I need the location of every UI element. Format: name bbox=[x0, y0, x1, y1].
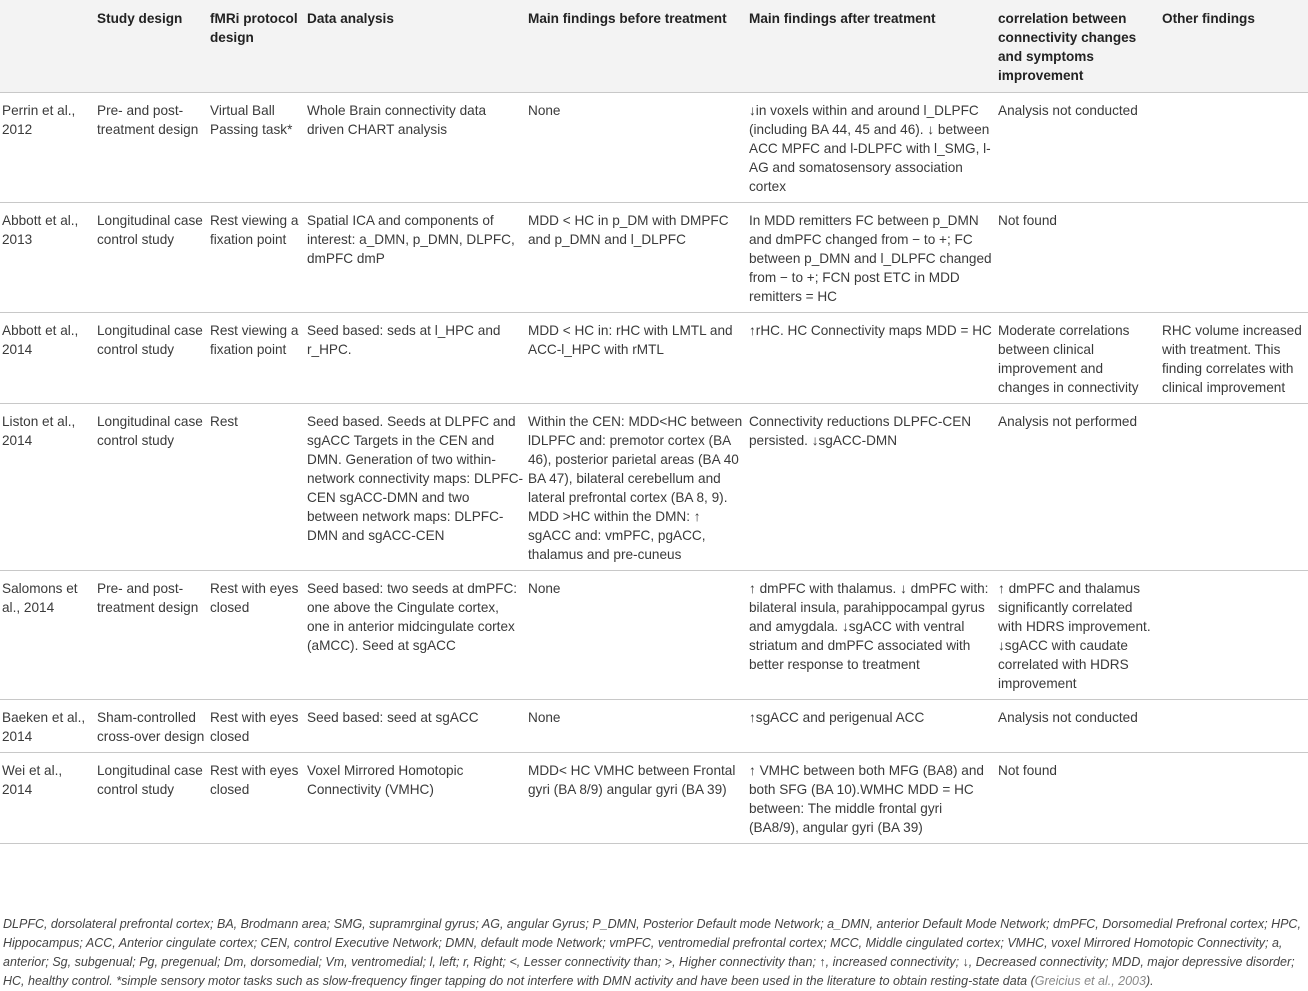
header-study-design: Study design bbox=[97, 0, 210, 93]
footnote-text: DLPFC, dorsolateral prefrontal cortex; BA, Brodmann area; SMG, supramrginal gyrus; AG, angular Gyrus; P_DMN, Posterior Default mode Network; a_DMN, anterior Default Mode Network; dmPFC, Dorsomedial Prefronal cortex; HPC, Hippocampus; ACC, Anterior cingulate cortex; CEN, control Executive Network; DMN, default mode Network; vmPFC, ventromedial prefrontal cortex; MCC, Middle cingulated cortex; VMHC, voxel Mirrored Homotopic Connectivity; a, anterior; Sg, subgenual; Pg, pregenual; Dm, dorsomedial; Vm, ventromedial; l, left; r, Right; <, Lesser connectivity than; >, Higher connectivity than; ↑, increased connectivity; ↓, Decreased connectivity; MDD, major depressive disorder; HC, healthy control. *simple sensory motor tasks such as slow-frequency finger tapping do not interfere with DMN activity and have been used in the literature to obtain resting-state data ( bbox=[3, 917, 1301, 988]
correlation: ↑ dmPFC and thalamus significantly correlated with HDRS improvement. ↓sgACC with caudate correlated with HDRS improvement bbox=[998, 571, 1162, 700]
header-before: Main findings before treatment bbox=[528, 0, 749, 93]
footnote-tail: ). bbox=[1145, 974, 1154, 988]
table-row bbox=[0, 404, 1308, 571]
protocol-design: Rest with eyes closed bbox=[210, 753, 307, 844]
protocol-design: Rest with eyes closed bbox=[210, 571, 307, 700]
study-design: Longitudinal case control study bbox=[97, 753, 210, 844]
study-design: Longitudinal case control study bbox=[97, 313, 210, 404]
correlation: Not found bbox=[998, 203, 1162, 313]
protocol-design: Virtual Ball Passing task* bbox=[210, 93, 307, 203]
data-analysis: Whole Brain connectivity data driven CHART analysis bbox=[307, 93, 528, 203]
protocol-design: Rest viewing a fixation point bbox=[210, 313, 307, 404]
findings-after: ↑rHC. HC Connectivity maps MDD = HC bbox=[749, 313, 998, 404]
findings-before: None bbox=[528, 700, 749, 753]
header-data-analysis: Data analysis bbox=[307, 0, 528, 93]
other-findings bbox=[1162, 700, 1308, 753]
header-study bbox=[0, 0, 97, 93]
study-ref: Liston et al., 2014 bbox=[0, 404, 97, 571]
study-design: Sham-controlled cross-over design bbox=[97, 700, 210, 753]
header-protocol: fMRi protocol design bbox=[210, 0, 307, 93]
header-correlation: correlation between connectivity changes and symptoms improvement bbox=[998, 0, 1162, 93]
protocol-design: Rest viewing a fixation point bbox=[210, 203, 307, 313]
header-after: Main findings after treatment bbox=[749, 0, 998, 93]
protocol-design: Rest bbox=[210, 404, 307, 571]
header-row bbox=[0, 0, 1308, 93]
findings-after: In MDD remitters FC between p_DMN and dmPFC changed from − to +; FC between p_DMN and l_DLPFC changed from − to +; FCN post ETC in MDD remitters = HC bbox=[749, 203, 998, 313]
findings-after: Connectivity reductions DLPFC-CEN persisted. ↓sgACC-DMN bbox=[749, 404, 998, 571]
data-analysis: Seed based: seds at l_HPC and r_HPC. bbox=[307, 313, 528, 404]
findings-before: MDD < HC in p_DM with DMPFC and p_DMN and l_DLPFC bbox=[528, 203, 749, 313]
study-design: Longitudinal case control study bbox=[97, 203, 210, 313]
data-analysis: Seed based. Seeds at DLPFC and sgACC Targets in the CEN and DMN. Generation of two within-network connectivity maps: DLPFC-CEN sgACC-DMN and two between network maps: DLPFC-DMN and sgACC-CEN bbox=[307, 404, 528, 571]
data-analysis: Seed based: seed at sgACC bbox=[307, 700, 528, 753]
protocol-design: Rest with eyes closed bbox=[210, 700, 307, 753]
study-ref: Abbott et al., 2014 bbox=[0, 313, 97, 404]
footnote-reference-link[interactable]: Greicius et al., 2003 bbox=[1034, 974, 1146, 988]
study-design: Pre- and post-treatment design bbox=[97, 571, 210, 700]
table-row bbox=[0, 203, 1308, 313]
correlation: Analysis not performed bbox=[998, 404, 1162, 571]
other-findings bbox=[1162, 93, 1308, 203]
table-row bbox=[0, 753, 1308, 844]
correlation: Not found bbox=[998, 753, 1162, 844]
study-ref: Abbott et al., 2013 bbox=[0, 203, 97, 313]
findings-after: ↑ dmPFC with thalamus. ↓ dmPFC with: bilateral insula, parahippocampal gyrus and amygdala. ↓sgACC with ventral striatum and dmPFC associated with better response to treatment bbox=[749, 571, 998, 700]
study-ref: Wei et al., 2014 bbox=[0, 753, 97, 844]
study-ref: Baeken et al., 2014 bbox=[0, 700, 97, 753]
findings-before: None bbox=[528, 571, 749, 700]
other-findings bbox=[1162, 753, 1308, 844]
study-ref: Perrin et al., 2012 bbox=[0, 93, 97, 203]
findings-after: ↑sgACC and perigenual ACC bbox=[749, 700, 998, 753]
table-row bbox=[0, 571, 1308, 700]
other-findings bbox=[1162, 203, 1308, 313]
study-ref: Salomons et al., 2014 bbox=[0, 571, 97, 700]
findings-after: ↑ VMHC between both MFG (BA8) and both SFG (BA 10).WMHC MDD = HC between: The middle frontal gyri (BA8/9), angular gyri (BA 39) bbox=[749, 753, 998, 844]
data-analysis: Seed based: two seeds at dmPFC: one above the Cingulate cortex, one in anterior midcingulate cortex (aMCC). Seed at sgACC bbox=[307, 571, 528, 700]
table-row bbox=[0, 313, 1308, 404]
table-row bbox=[0, 93, 1308, 203]
study-design: Pre- and post-treatment design bbox=[97, 93, 210, 203]
findings-before: None bbox=[528, 93, 749, 203]
study-design: Longitudinal case control study bbox=[97, 404, 210, 571]
correlation: Analysis not conducted bbox=[998, 700, 1162, 753]
correlation: Analysis not conducted bbox=[998, 93, 1162, 203]
findings-before: MDD< HC VMHC between Frontal gyri (BA 8/9) angular gyri (BA 39) bbox=[528, 753, 749, 844]
table-footnote bbox=[3, 915, 1303, 991]
findings-before: MDD < HC in: rHC with LMTL and ACC-l_HPC with rMTL bbox=[528, 313, 749, 404]
correlation: Moderate correlations between clinical improvement and changes in connectivity bbox=[998, 313, 1162, 404]
header-other: Other findings bbox=[1162, 0, 1308, 93]
other-findings: RHC volume increased with treatment. This finding correlates with clinical improvement bbox=[1162, 313, 1308, 404]
table-row bbox=[0, 700, 1308, 753]
other-findings bbox=[1162, 404, 1308, 571]
other-findings bbox=[1162, 571, 1308, 700]
data-analysis: Spatial ICA and components of interest: a_DMN, p_DMN, DLPFC, dmPFC dmP bbox=[307, 203, 528, 313]
data-analysis: Voxel Mirrored Homotopic Connectivity (VMHC) bbox=[307, 753, 528, 844]
findings-before: Within the CEN: MDD<HC between lDLPFC and: premotor cortex (BA 46), posterior parietal areas (BA 40 BA 47), bilateral cerebellum and lateral prefrontal cortex (BA 8, 9). MDD >HC within the DMN: ↑ sgACC and: vmPFC, pgACC, thalamus and pre-cuneus bbox=[528, 404, 749, 571]
findings-after: ↓in voxels within and around l_DLPFC (including BA 44, 45 and 46). ↓ between ACC MPFC and l-DLPFC with l_SMG, l-AG and somatosensory association cortex bbox=[749, 93, 998, 203]
